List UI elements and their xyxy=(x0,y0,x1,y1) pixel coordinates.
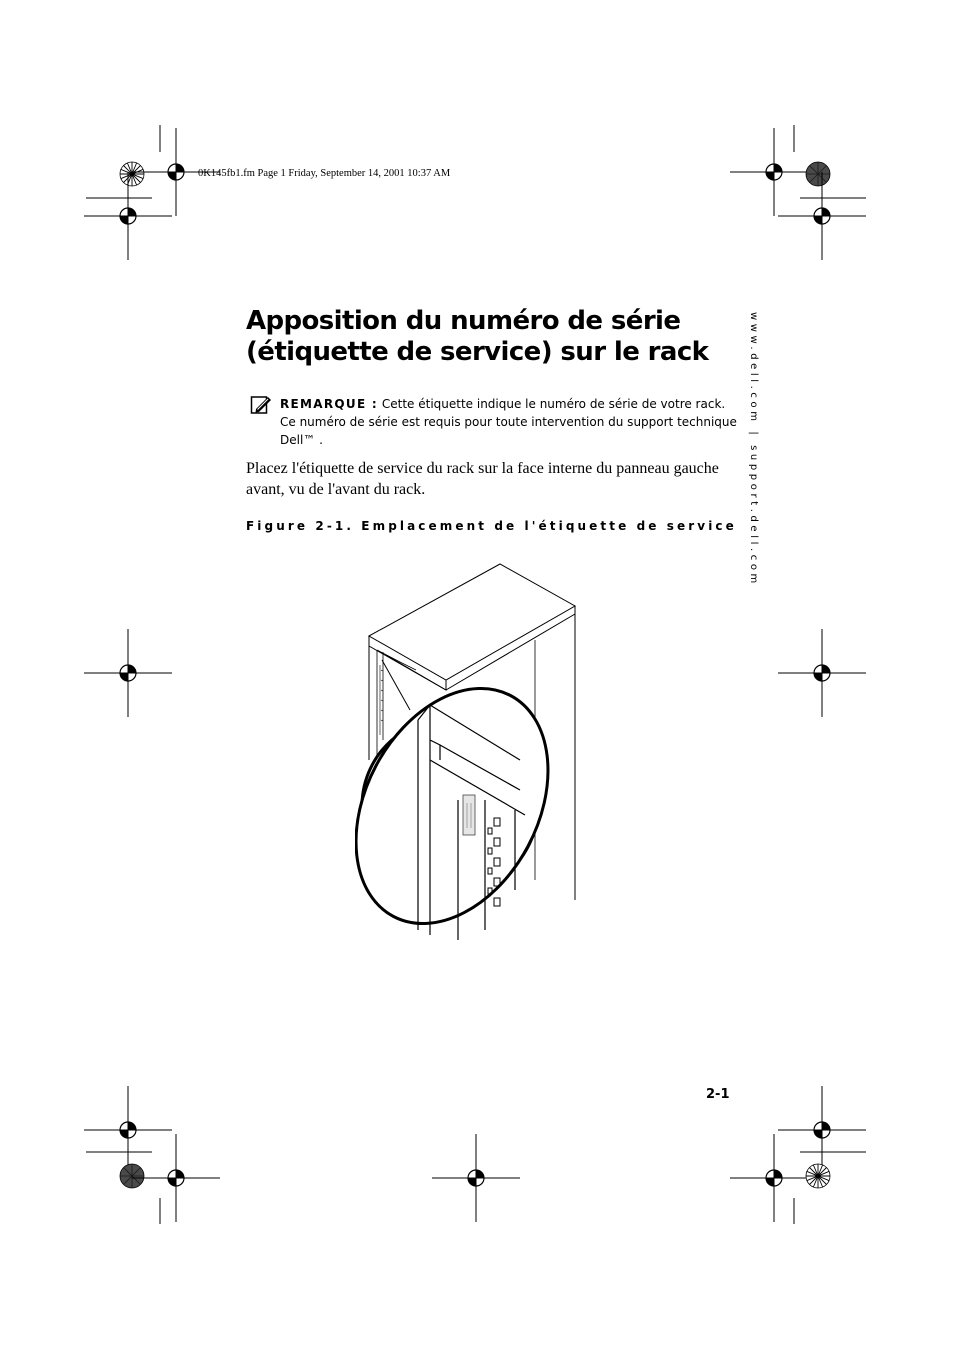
body-paragraph: Placez l'étiquette de service du rack sur la face interne du panneau gauche avant, vu de l'avant du rack. xyxy=(246,460,719,498)
page-title xyxy=(246,306,746,368)
note-block xyxy=(280,395,740,449)
file-info-header: 0K145fb1.fm Page 1 Friday, September 14, 2001 10:37 AM xyxy=(198,168,451,179)
note-text: Cette étiquette indique le numéro de série de votre rack. Ce numéro de série est requis pour toute intervention du support technique Dell™ . xyxy=(280,397,737,447)
title-line-2: (étiquette de service) sur le rack xyxy=(246,337,709,367)
figure-caption: Figure 2-1. Emplacement de l'étiquette de service xyxy=(246,519,737,533)
pencil-note-icon xyxy=(250,394,272,416)
note-label: REMARQUE : xyxy=(280,397,379,411)
page-number: 2-1 xyxy=(706,1087,730,1102)
rack-illustration xyxy=(355,560,590,940)
title-line-1: Apposition du numéro de série xyxy=(246,306,681,336)
sidebar-url: www.dell.com | support.dell.com xyxy=(748,312,759,587)
